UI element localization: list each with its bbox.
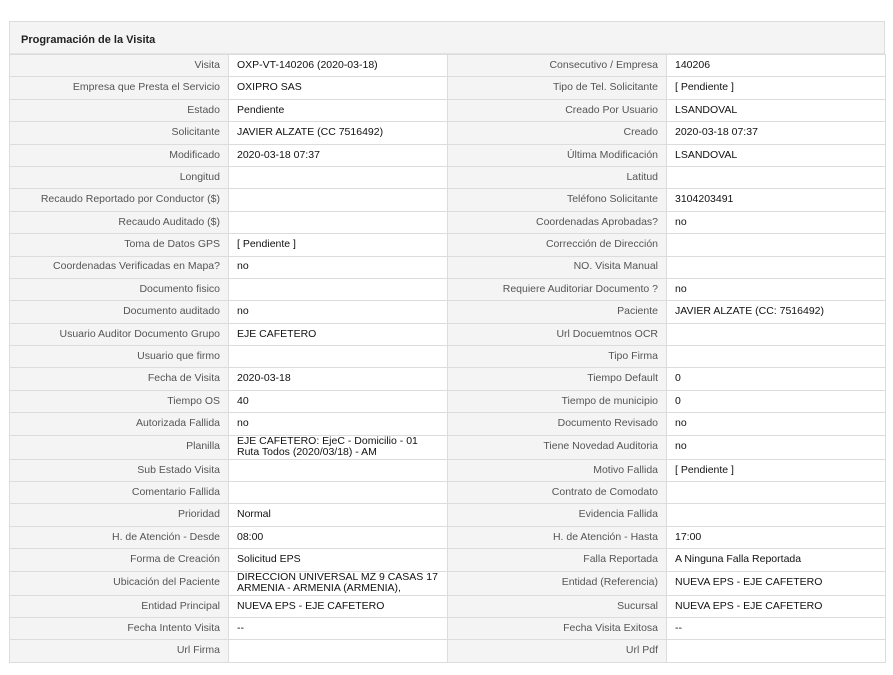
field-value: [ Pendiente ] [229, 234, 448, 256]
field-label: Recaudo Auditado ($) [10, 211, 229, 233]
field-value: no [229, 301, 448, 323]
field-value: OXP-VT-140206 (2020-03-18) [229, 55, 448, 77]
field-value: 2020-03-18 07:37 [667, 122, 886, 144]
field-label: Recaudo Reportado por Conductor ($) [10, 189, 229, 211]
field-value: 2020-03-18 07:37 [229, 144, 448, 166]
field-label: Autorizada Fallida [10, 413, 229, 435]
field-label: Forma de Creación [10, 549, 229, 571]
field-label: Latitud [448, 166, 667, 188]
field-label: Fecha de Visita [10, 368, 229, 390]
field-value: NUEVA EPS - EJE CAFETERO [667, 595, 886, 617]
field-value [667, 256, 886, 278]
table-row [10, 504, 886, 526]
table-row [10, 640, 886, 662]
field-value: A Ninguna Falla Reportada [667, 549, 886, 571]
field-label: Empresa que Presta el Servicio [10, 77, 229, 99]
table-row [10, 77, 886, 99]
field-value: JAVIER ALZATE (CC 7516492) [229, 122, 448, 144]
field-value [667, 234, 886, 256]
table-row [10, 346, 886, 368]
field-label: Comentario Fallida [10, 482, 229, 504]
field-label: Usuario Auditor Documento Grupo [10, 323, 229, 345]
field-label: NO. Visita Manual [448, 256, 667, 278]
field-label: Creado Por Usuario [448, 99, 667, 121]
table-row [10, 301, 886, 323]
table-row [10, 122, 886, 144]
field-value [667, 482, 886, 504]
field-label: Tipo Firma [448, 346, 667, 368]
field-label: Url Docuemtnos OCR [448, 323, 667, 345]
panel-title: Programación de la Visita [9, 21, 885, 54]
table-row [10, 390, 886, 412]
field-label: Tiempo de municipio [448, 390, 667, 412]
field-label: Contrato de Comodato [448, 482, 667, 504]
field-label: Planilla [10, 435, 229, 459]
field-label: Tipo de Tel. Solicitante [448, 77, 667, 99]
field-label: Sub Estado Visita [10, 459, 229, 481]
table-row [10, 413, 886, 435]
field-label: Coordenadas Aprobadas? [448, 211, 667, 233]
field-label: H. de Atención - Desde [10, 526, 229, 548]
field-value: -- [667, 617, 886, 639]
field-value: [ Pendiente ] [667, 459, 886, 481]
field-value: 08:00 [229, 526, 448, 548]
field-value [667, 346, 886, 368]
field-value: DIRECCION UNIVERSAL MZ 9 CASAS 17 ARMENIA - ARMENIA (ARMENIA), [229, 571, 448, 595]
field-label: Tiempo Default [448, 368, 667, 390]
table-row [10, 435, 886, 459]
field-label: Motivo Fallida [448, 459, 667, 481]
table-row [10, 482, 886, 504]
field-value: 3104203491 [667, 189, 886, 211]
field-value [229, 459, 448, 481]
field-value: LSANDOVAL [667, 144, 886, 166]
field-value [229, 211, 448, 233]
field-value [667, 166, 886, 188]
visit-details-table [9, 54, 886, 663]
field-label: Entidad Principal [10, 595, 229, 617]
field-value [667, 504, 886, 526]
field-label: Ubicación del Paciente [10, 571, 229, 595]
table-row [10, 144, 886, 166]
field-label: Corrección de Dirección [448, 234, 667, 256]
field-value: EJE CAFETERO: EjeC - Domicilio - 01 Ruta Todos (2020/03/18) - AM [229, 435, 448, 459]
field-label: Evidencia Fallida [448, 504, 667, 526]
field-value: 17:00 [667, 526, 886, 548]
table-row [10, 278, 886, 300]
field-label: Url Pdf [448, 640, 667, 662]
field-value [229, 346, 448, 368]
field-value: Pendiente [229, 99, 448, 121]
field-value: no [667, 211, 886, 233]
table-row [10, 234, 886, 256]
field-label: Última Modificación [448, 144, 667, 166]
field-label: Toma de Datos GPS [10, 234, 229, 256]
table-row [10, 526, 886, 548]
field-value [229, 189, 448, 211]
field-value: LSANDOVAL [667, 99, 886, 121]
field-label: Coordenadas Verificadas en Mapa? [10, 256, 229, 278]
field-value: [ Pendiente ] [667, 77, 886, 99]
field-label: Documento auditado [10, 301, 229, 323]
table-row [10, 323, 886, 345]
field-label: Visita [10, 55, 229, 77]
field-label: Documento Revisado [448, 413, 667, 435]
field-label: Creado [448, 122, 667, 144]
visit-schedule-panel [9, 21, 885, 663]
field-value: 40 [229, 390, 448, 412]
table-row [10, 211, 886, 233]
table-row [10, 166, 886, 188]
field-value [229, 640, 448, 662]
field-label: Solicitante [10, 122, 229, 144]
table-row [10, 595, 886, 617]
field-label: Sucursal [448, 595, 667, 617]
table-row [10, 617, 886, 639]
field-label: Estado [10, 99, 229, 121]
field-value: -- [229, 617, 448, 639]
table-row [10, 99, 886, 121]
field-label: Consecutivo / Empresa [448, 55, 667, 77]
field-label: Longitud [10, 166, 229, 188]
field-label: Fecha Intento Visita [10, 617, 229, 639]
field-value: NUEVA EPS - EJE CAFETERO [229, 595, 448, 617]
field-label: Modificado [10, 144, 229, 166]
table-row [10, 256, 886, 278]
field-label: Usuario que firmo [10, 346, 229, 368]
field-value: 140206 [667, 55, 886, 77]
table-row [10, 571, 886, 595]
field-value: 0 [667, 368, 886, 390]
table-row [10, 189, 886, 211]
field-value: Solicitud EPS [229, 549, 448, 571]
field-label: Falla Reportada [448, 549, 667, 571]
field-value: Normal [229, 504, 448, 526]
field-value [229, 278, 448, 300]
field-value: no [667, 278, 886, 300]
field-value: JAVIER ALZATE (CC: 7516492) [667, 301, 886, 323]
field-value: OXIPRO SAS [229, 77, 448, 99]
table-row [10, 55, 886, 77]
field-value [667, 640, 886, 662]
field-label: Tiene Novedad Auditoria [448, 435, 667, 459]
field-value: no [229, 413, 448, 435]
field-label: Url Firma [10, 640, 229, 662]
field-label: Tiempo OS [10, 390, 229, 412]
field-value: no [667, 413, 886, 435]
field-label: Teléfono Solicitante [448, 189, 667, 211]
field-value [667, 323, 886, 345]
table-row [10, 368, 886, 390]
field-label: Entidad (Referencia) [448, 571, 667, 595]
field-value: 2020-03-18 [229, 368, 448, 390]
field-label: Paciente [448, 301, 667, 323]
field-label: Documento fisico [10, 278, 229, 300]
field-value: NUEVA EPS - EJE CAFETERO [667, 571, 886, 595]
field-value [229, 482, 448, 504]
field-label: Prioridad [10, 504, 229, 526]
field-value [229, 166, 448, 188]
field-value: 0 [667, 390, 886, 412]
field-value: no [229, 256, 448, 278]
table-row [10, 549, 886, 571]
field-label: Fecha Visita Exitosa [448, 617, 667, 639]
table-row [10, 459, 886, 481]
field-label: H. de Atención - Hasta [448, 526, 667, 548]
field-value: no [667, 435, 886, 459]
field-value: EJE CAFETERO [229, 323, 448, 345]
field-label: Requiere Auditoriar Documento ? [448, 278, 667, 300]
